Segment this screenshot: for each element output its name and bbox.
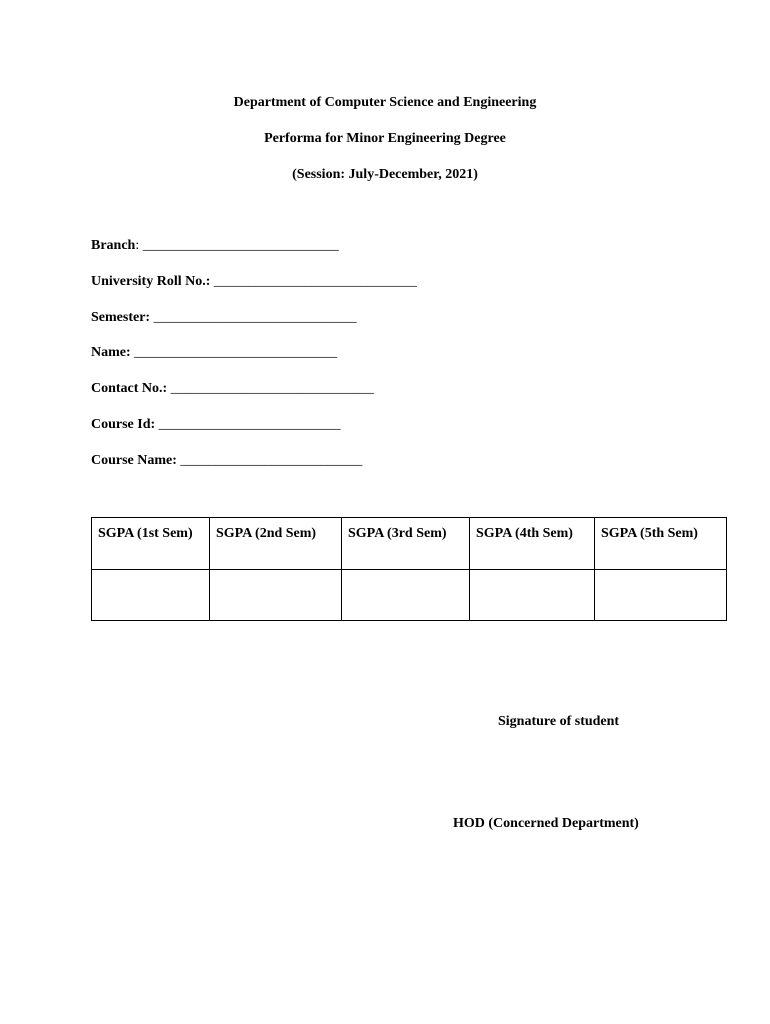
sgpa-3rd-sem-cell[interactable] — [342, 570, 470, 621]
department-heading: Department of Computer Science and Engineering — [233, 95, 537, 110]
sgpa-3rd-sem-header: SGPA (3rd Sem) — [342, 518, 470, 570]
contact-no-field[interactable] — [91, 380, 374, 398]
name-blank-line[interactable]: _____________________________ — [134, 345, 338, 360]
contact-no-label: Contact No.: — [91, 381, 168, 396]
roll-no-field[interactable] — [91, 273, 417, 291]
roll-no-blank-line[interactable]: _____________________________ — [213, 274, 417, 289]
branch-field[interactable] — [91, 237, 339, 255]
branch-separator: : — [135, 238, 143, 253]
sgpa-header-row — [92, 518, 727, 570]
contact-no-blank-line[interactable]: _____________________________ — [170, 381, 374, 396]
sgpa-1st-sem-header: SGPA (1st Sem) — [92, 518, 210, 570]
sgpa-2nd-sem-header: SGPA (2nd Sem) — [210, 518, 342, 570]
branch-label: Branch — [91, 238, 136, 253]
roll-no-label: University Roll No.: — [91, 274, 211, 289]
course-name-field[interactable] — [91, 452, 362, 470]
course-name-blank-line[interactable]: __________________________ — [180, 453, 363, 468]
name-label: Name: — [91, 345, 131, 360]
course-id-label: Course Id: — [91, 417, 156, 432]
hod-signature-label: HOD (Concerned Department) — [453, 816, 639, 831]
semester-field[interactable] — [91, 309, 357, 327]
sgpa-5th-sem-cell[interactable] — [595, 570, 727, 621]
sgpa-value-row — [92, 570, 727, 621]
session-heading: (Session: July-December, 2021) — [292, 167, 478, 182]
semester-blank-line[interactable]: _____________________________ — [153, 310, 357, 325]
course-id-blank-line[interactable]: __________________________ — [158, 417, 341, 432]
sgpa-4th-sem-header: SGPA (4th Sem) — [470, 518, 595, 570]
semester-label: Semester: — [91, 310, 151, 325]
name-field[interactable] — [91, 344, 337, 362]
sgpa-2nd-sem-cell[interactable] — [210, 570, 342, 621]
branch-blank-line[interactable]: ____________________________ — [142, 238, 339, 253]
form-title: Performa for Minor Engineering Degree — [264, 131, 506, 146]
course-name-label: Course Name: — [91, 453, 177, 468]
student-signature-label: Signature of student — [498, 714, 620, 729]
sgpa-1st-sem-cell[interactable] — [92, 570, 210, 621]
sgpa-5th-sem-header: SGPA (5th Sem) — [595, 518, 727, 570]
course-id-field[interactable] — [91, 416, 341, 434]
sgpa-table — [91, 517, 727, 621]
sgpa-4th-sem-cell[interactable] — [470, 570, 595, 621]
